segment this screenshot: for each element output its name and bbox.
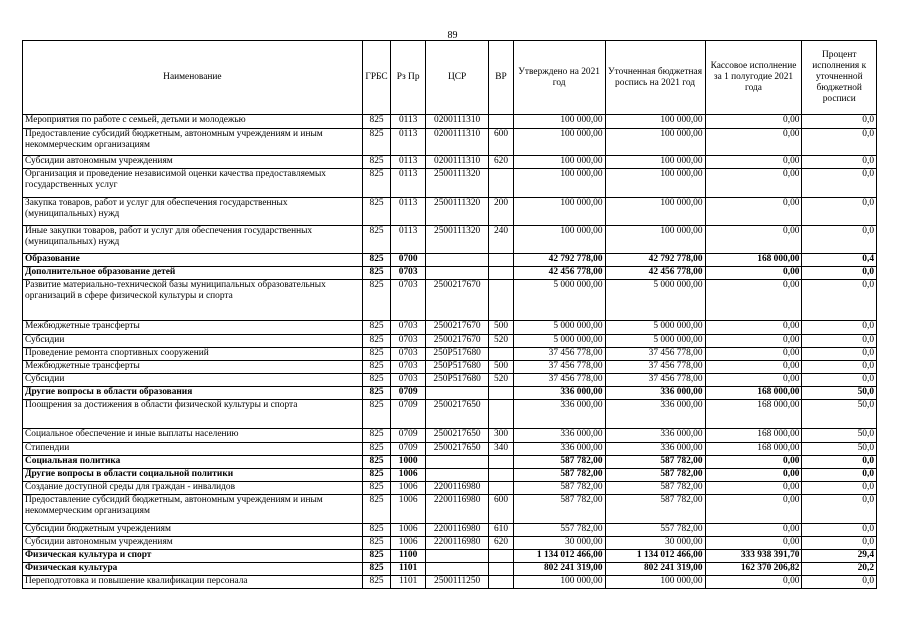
cell-vr bbox=[489, 400, 513, 429]
cell-vr bbox=[489, 482, 513, 495]
cell-refined: 802 241 319,00 bbox=[605, 563, 705, 576]
cell-approved: 587 782,00 bbox=[513, 495, 605, 524]
cell-name: Межбюджетные трансферты bbox=[23, 321, 363, 335]
cell-refined: 100 000,00 bbox=[605, 226, 705, 254]
cell-name: Проведение ремонта спортивных сооружений bbox=[23, 348, 363, 361]
cell-rzpr: 0113 bbox=[391, 156, 426, 169]
cell-refined: 336 000,00 bbox=[605, 429, 705, 443]
cell-vr: 340 bbox=[489, 443, 513, 456]
cell-refined: 100 000,00 bbox=[605, 169, 705, 198]
cell-approved: 42 456 778,00 bbox=[513, 267, 605, 280]
cell-rzpr: 0703 bbox=[391, 267, 426, 280]
cell-grbs: 825 bbox=[362, 198, 391, 226]
cell-percent: 0,0 bbox=[802, 537, 877, 550]
cell-name: Развитие материально-технической базы муниципальных образовательных организаций в сфере физической культуры и спорта bbox=[23, 280, 363, 321]
cell-approved: 100 000,00 bbox=[513, 198, 605, 226]
cell-grbs: 825 bbox=[362, 361, 391, 374]
cell-refined: 5 000 000,00 bbox=[605, 335, 705, 348]
cell-percent: 29,4 bbox=[802, 550, 877, 563]
cell-percent: 0,4 bbox=[802, 254, 877, 267]
cell-csr bbox=[426, 563, 489, 576]
cell-vr: 500 bbox=[489, 361, 513, 374]
cell-csr: 2500217670 bbox=[426, 280, 489, 321]
cell-approved: 100 000,00 bbox=[513, 226, 605, 254]
cell-approved: 802 241 319,00 bbox=[513, 563, 605, 576]
table-row bbox=[23, 280, 877, 321]
cell-csr bbox=[426, 550, 489, 563]
cell-grbs: 825 bbox=[362, 387, 391, 400]
cell-rzpr: 0700 bbox=[391, 254, 426, 267]
cell-approved: 37 456 778,00 bbox=[513, 374, 605, 387]
cell-refined: 30 000,00 bbox=[605, 537, 705, 550]
cell-vr bbox=[489, 169, 513, 198]
cell-refined: 5 000 000,00 bbox=[605, 321, 705, 335]
cell-csr: 2200116980 bbox=[426, 495, 489, 524]
cell-refined: 42 456 778,00 bbox=[605, 267, 705, 280]
cell-rzpr: 0709 bbox=[391, 387, 426, 400]
cell-refined: 1 134 012 466,00 bbox=[605, 550, 705, 563]
cell-vr bbox=[489, 348, 513, 361]
cell-grbs: 825 bbox=[362, 443, 391, 456]
table-row bbox=[23, 335, 877, 348]
cell-cash: 0,00 bbox=[705, 361, 802, 374]
cell-cash: 0,00 bbox=[705, 226, 802, 254]
cell-grbs: 825 bbox=[362, 537, 391, 550]
cell-cash: 0,00 bbox=[705, 198, 802, 226]
cell-vr bbox=[489, 563, 513, 576]
cell-approved: 587 782,00 bbox=[513, 482, 605, 495]
cell-csr: 2500111320 bbox=[426, 169, 489, 198]
table-row bbox=[23, 254, 877, 267]
cell-vr bbox=[489, 550, 513, 563]
table-header-row bbox=[23, 41, 877, 115]
cell-cash: 168 000,00 bbox=[705, 443, 802, 456]
cell-cash: 168 000,00 bbox=[705, 387, 802, 400]
cell-cash: 0,00 bbox=[705, 115, 802, 129]
cell-csr: 0200111310 bbox=[426, 129, 489, 156]
cell-name: Социальное обеспечение и иные выплаты населению bbox=[23, 429, 363, 443]
cell-csr: 2500217650 bbox=[426, 443, 489, 456]
cell-vr bbox=[489, 280, 513, 321]
cell-cash: 0,00 bbox=[705, 129, 802, 156]
cell-approved: 37 456 778,00 bbox=[513, 361, 605, 374]
cell-grbs: 825 bbox=[362, 129, 391, 156]
cell-vr bbox=[489, 576, 513, 589]
cell-percent: 0,0 bbox=[802, 348, 877, 361]
cell-percent: 0,0 bbox=[802, 456, 877, 469]
table-row bbox=[23, 400, 877, 429]
cell-csr bbox=[426, 469, 489, 482]
cell-approved: 587 782,00 bbox=[513, 456, 605, 469]
cell-csr bbox=[426, 254, 489, 267]
cell-refined: 587 782,00 bbox=[605, 469, 705, 482]
cell-rzpr: 1101 bbox=[391, 563, 426, 576]
cell-approved: 100 000,00 bbox=[513, 115, 605, 129]
cell-csr: 2500217650 bbox=[426, 429, 489, 443]
cell-refined: 100 000,00 bbox=[605, 129, 705, 156]
cell-approved: 336 000,00 bbox=[513, 429, 605, 443]
cell-percent: 0,0 bbox=[802, 156, 877, 169]
cell-percent: 0,0 bbox=[802, 524, 877, 537]
header-csr: ЦСР bbox=[426, 41, 489, 115]
cell-refined: 37 456 778,00 bbox=[605, 374, 705, 387]
cell-cash: 0,00 bbox=[705, 495, 802, 524]
cell-approved: 42 792 778,00 bbox=[513, 254, 605, 267]
cell-vr: 620 bbox=[489, 537, 513, 550]
cell-grbs: 825 bbox=[362, 469, 391, 482]
table-row bbox=[23, 495, 877, 524]
budget-execution-table bbox=[22, 40, 877, 589]
cell-approved: 336 000,00 bbox=[513, 443, 605, 456]
cell-rzpr: 1006 bbox=[391, 469, 426, 482]
cell-rzpr: 1100 bbox=[391, 550, 426, 563]
cell-cash: 0,00 bbox=[705, 169, 802, 198]
cell-grbs: 825 bbox=[362, 226, 391, 254]
cell-percent: 0,0 bbox=[802, 226, 877, 254]
header-percent: Процент исполнения к уточненной бюджетной росписи bbox=[802, 41, 877, 115]
cell-name: Закупка товаров, работ и услуг для обеспечения государственных (муниципальных) нужд bbox=[23, 198, 363, 226]
table-row bbox=[23, 563, 877, 576]
table-row bbox=[23, 361, 877, 374]
header-cash: Кассовое исполнение за 1 полугодие 2021 года bbox=[705, 41, 802, 115]
cell-name: Создание доступной среды для граждан - инвалидов bbox=[23, 482, 363, 495]
cell-rzpr: 0709 bbox=[391, 429, 426, 443]
cell-refined: 5 000 000,00 bbox=[605, 280, 705, 321]
cell-approved: 37 456 778,00 bbox=[513, 348, 605, 361]
cell-grbs: 825 bbox=[362, 335, 391, 348]
cell-rzpr: 0703 bbox=[391, 361, 426, 374]
cell-rzpr: 0709 bbox=[391, 443, 426, 456]
cell-approved: 5 000 000,00 bbox=[513, 335, 605, 348]
cell-name: Иные закупки товаров, работ и услуг для обеспечения государственных (муниципальных) нужд bbox=[23, 226, 363, 254]
cell-grbs: 825 bbox=[362, 156, 391, 169]
cell-cash: 0,00 bbox=[705, 335, 802, 348]
cell-approved: 100 000,00 bbox=[513, 129, 605, 156]
cell-cash: 0,00 bbox=[705, 469, 802, 482]
cell-rzpr: 0113 bbox=[391, 115, 426, 129]
cell-percent: 0,0 bbox=[802, 115, 877, 129]
cell-csr bbox=[426, 456, 489, 469]
cell-name: Поощрения за достижения в области физической культуры и спорта bbox=[23, 400, 363, 429]
cell-name: Межбюджетные трансферты bbox=[23, 361, 363, 374]
cell-name: Дополнительное образование детей bbox=[23, 267, 363, 280]
table-row bbox=[23, 524, 877, 537]
cell-csr: 2200116980 bbox=[426, 482, 489, 495]
cell-approved: 336 000,00 bbox=[513, 400, 605, 429]
cell-refined: 37 456 778,00 bbox=[605, 348, 705, 361]
cell-rzpr: 1101 bbox=[391, 576, 426, 589]
table-row bbox=[23, 226, 877, 254]
cell-cash: 0,00 bbox=[705, 348, 802, 361]
cell-grbs: 825 bbox=[362, 267, 391, 280]
cell-percent: 20,2 bbox=[802, 563, 877, 576]
cell-vr: 600 bbox=[489, 129, 513, 156]
cell-approved: 5 000 000,00 bbox=[513, 280, 605, 321]
cell-csr: 2500111320 bbox=[426, 226, 489, 254]
cell-cash: 0,00 bbox=[705, 267, 802, 280]
cell-rzpr: 0703 bbox=[391, 280, 426, 321]
cell-refined: 336 000,00 bbox=[605, 400, 705, 429]
cell-grbs: 825 bbox=[362, 576, 391, 589]
cell-approved: 557 782,00 bbox=[513, 524, 605, 537]
cell-cash: 168 000,00 bbox=[705, 400, 802, 429]
cell-cash: 162 370 206,82 bbox=[705, 563, 802, 576]
cell-cash: 0,00 bbox=[705, 456, 802, 469]
cell-refined: 100 000,00 bbox=[605, 198, 705, 226]
cell-cash: 168 000,00 bbox=[705, 254, 802, 267]
cell-percent: 0,0 bbox=[802, 374, 877, 387]
cell-csr: 2500217650 bbox=[426, 400, 489, 429]
cell-vr: 620 bbox=[489, 156, 513, 169]
cell-refined: 587 782,00 bbox=[605, 495, 705, 524]
cell-csr: 2500111250 bbox=[426, 576, 489, 589]
cell-vr bbox=[489, 267, 513, 280]
cell-name: Физическая культура и спорт bbox=[23, 550, 363, 563]
cell-vr bbox=[489, 254, 513, 267]
cell-vr: 500 bbox=[489, 321, 513, 335]
cell-rzpr: 0709 bbox=[391, 400, 426, 429]
cell-rzpr: 1006 bbox=[391, 482, 426, 495]
cell-vr: 240 bbox=[489, 226, 513, 254]
cell-name: Стипендии bbox=[23, 443, 363, 456]
cell-name: Переподготовка и повышение квалификации персонала bbox=[23, 576, 363, 589]
header-approved: Утверждено на 2021 год bbox=[513, 41, 605, 115]
table-row bbox=[23, 115, 877, 129]
cell-grbs: 825 bbox=[362, 115, 391, 129]
header-vr: ВР bbox=[489, 41, 513, 115]
cell-csr: 0200111310 bbox=[426, 156, 489, 169]
cell-refined: 100 000,00 bbox=[605, 576, 705, 589]
cell-csr: 2500217670 bbox=[426, 321, 489, 335]
cell-rzpr: 0703 bbox=[391, 374, 426, 387]
cell-name: Предоставление субсидий бюджетным, автономным учреждениям и иным некоммерческим организациям bbox=[23, 129, 363, 156]
table-row bbox=[23, 429, 877, 443]
table-row bbox=[23, 321, 877, 335]
cell-cash: 0,00 bbox=[705, 374, 802, 387]
cell-name: Субсидии bbox=[23, 374, 363, 387]
cell-vr: 520 bbox=[489, 374, 513, 387]
table-row bbox=[23, 374, 877, 387]
cell-percent: 0,0 bbox=[802, 198, 877, 226]
cell-csr: 2200116980 bbox=[426, 537, 489, 550]
header-refined: Уточненная бюджетная роспись на 2021 год bbox=[605, 41, 705, 115]
cell-percent: 0,0 bbox=[802, 361, 877, 374]
cell-percent: 50,0 bbox=[802, 387, 877, 400]
cell-percent: 50,0 bbox=[802, 400, 877, 429]
cell-grbs: 825 bbox=[362, 374, 391, 387]
cell-rzpr: 1006 bbox=[391, 537, 426, 550]
cell-grbs: 825 bbox=[362, 429, 391, 443]
cell-refined: 336 000,00 bbox=[605, 443, 705, 456]
cell-name: Субсидии автономным учреждениям bbox=[23, 156, 363, 169]
cell-csr: 2200116980 bbox=[426, 524, 489, 537]
cell-grbs: 825 bbox=[362, 456, 391, 469]
cell-name: Образование bbox=[23, 254, 363, 267]
cell-cash: 0,00 bbox=[705, 156, 802, 169]
header-rzpr: Рз Пр bbox=[391, 41, 426, 115]
cell-approved: 587 782,00 bbox=[513, 469, 605, 482]
table-row bbox=[23, 576, 877, 589]
page-number: 89 bbox=[447, 30, 458, 41]
cell-refined: 557 782,00 bbox=[605, 524, 705, 537]
cell-name: Социальная политика bbox=[23, 456, 363, 469]
cell-percent: 50,0 bbox=[802, 443, 877, 456]
cell-grbs: 825 bbox=[362, 550, 391, 563]
cell-refined: 587 782,00 bbox=[605, 456, 705, 469]
cell-vr: 600 bbox=[489, 495, 513, 524]
cell-approved: 100 000,00 bbox=[513, 169, 605, 198]
table-row bbox=[23, 443, 877, 456]
header-grbs: ГРБС bbox=[362, 41, 391, 115]
cell-grbs: 825 bbox=[362, 495, 391, 524]
cell-grbs: 825 bbox=[362, 482, 391, 495]
cell-name: Субсидии bbox=[23, 335, 363, 348]
cell-cash: 0,00 bbox=[705, 280, 802, 321]
table-row bbox=[23, 348, 877, 361]
cell-vr: 610 bbox=[489, 524, 513, 537]
table-row bbox=[23, 550, 877, 563]
cell-rzpr: 0703 bbox=[391, 321, 426, 335]
table-row bbox=[23, 169, 877, 198]
table-row bbox=[23, 387, 877, 400]
cell-cash: 0,00 bbox=[705, 537, 802, 550]
cell-percent: 0,0 bbox=[802, 495, 877, 524]
cell-name: Предоставление субсидий бюджетным, автономным учреждениям и иным некоммерческим организациям bbox=[23, 495, 363, 524]
table-row bbox=[23, 456, 877, 469]
cell-grbs: 825 bbox=[362, 321, 391, 335]
cell-refined: 37 456 778,00 bbox=[605, 361, 705, 374]
cell-grbs: 825 bbox=[362, 400, 391, 429]
cell-percent: 0,0 bbox=[802, 267, 877, 280]
cell-rzpr: 0113 bbox=[391, 129, 426, 156]
cell-csr bbox=[426, 267, 489, 280]
cell-approved: 100 000,00 bbox=[513, 576, 605, 589]
cell-name: Субсидии бюджетным учреждениям bbox=[23, 524, 363, 537]
cell-rzpr: 1000 bbox=[391, 456, 426, 469]
header-name: Наименование bbox=[23, 41, 363, 115]
cell-percent: 50,0 bbox=[802, 429, 877, 443]
cell-grbs: 825 bbox=[362, 563, 391, 576]
cell-cash: 168 000,00 bbox=[705, 429, 802, 443]
cell-vr bbox=[489, 115, 513, 129]
cell-rzpr: 0113 bbox=[391, 198, 426, 226]
cell-percent: 0,0 bbox=[802, 335, 877, 348]
cell-name: Мероприятия по работе с семьей, детьми и молодежью bbox=[23, 115, 363, 129]
cell-approved: 1 134 012 466,00 bbox=[513, 550, 605, 563]
cell-csr bbox=[426, 387, 489, 400]
cell-cash: 0,00 bbox=[705, 482, 802, 495]
cell-name: Субсидии автономным учреждениям bbox=[23, 537, 363, 550]
cell-rzpr: 0113 bbox=[391, 226, 426, 254]
table-row bbox=[23, 156, 877, 169]
cell-cash: 0,00 bbox=[705, 524, 802, 537]
cell-csr: 2500217670 bbox=[426, 335, 489, 348]
cell-rzpr: 1006 bbox=[391, 495, 426, 524]
cell-percent: 0,0 bbox=[802, 280, 877, 321]
cell-percent: 0,0 bbox=[802, 321, 877, 335]
cell-refined: 100 000,00 bbox=[605, 156, 705, 169]
cell-percent: 0,0 bbox=[802, 469, 877, 482]
cell-vr bbox=[489, 469, 513, 482]
cell-refined: 42 792 778,00 bbox=[605, 254, 705, 267]
cell-cash: 333 938 391,70 bbox=[705, 550, 802, 563]
cell-cash: 0,00 bbox=[705, 321, 802, 335]
cell-rzpr: 1006 bbox=[391, 524, 426, 537]
cell-approved: 30 000,00 bbox=[513, 537, 605, 550]
cell-percent: 0,0 bbox=[802, 129, 877, 156]
table-row bbox=[23, 129, 877, 156]
table-row bbox=[23, 469, 877, 482]
cell-percent: 0,0 bbox=[802, 576, 877, 589]
cell-grbs: 825 bbox=[362, 169, 391, 198]
table-row bbox=[23, 482, 877, 495]
cell-cash: 0,00 bbox=[705, 576, 802, 589]
cell-vr: 200 bbox=[489, 198, 513, 226]
cell-csr: 250P517680 bbox=[426, 348, 489, 361]
cell-vr: 300 bbox=[489, 429, 513, 443]
cell-name: Организация и проведение независимой оценки качества предоставляемых государственных услуг bbox=[23, 169, 363, 198]
cell-csr: 250P517680 bbox=[426, 374, 489, 387]
cell-csr: 250P517680 bbox=[426, 361, 489, 374]
cell-name: Физическая культура bbox=[23, 563, 363, 576]
cell-refined: 336 000,00 bbox=[605, 387, 705, 400]
table-row bbox=[23, 198, 877, 226]
cell-grbs: 825 bbox=[362, 254, 391, 267]
table-row bbox=[23, 267, 877, 280]
cell-percent: 0,0 bbox=[802, 482, 877, 495]
cell-refined: 100 000,00 bbox=[605, 115, 705, 129]
table-row bbox=[23, 537, 877, 550]
cell-approved: 336 000,00 bbox=[513, 387, 605, 400]
cell-vr: 520 bbox=[489, 335, 513, 348]
cell-csr: 2500111320 bbox=[426, 198, 489, 226]
cell-rzpr: 0113 bbox=[391, 169, 426, 198]
cell-percent: 0,0 bbox=[802, 169, 877, 198]
cell-grbs: 825 bbox=[362, 280, 391, 321]
cell-name: Другие вопросы в области образования bbox=[23, 387, 363, 400]
cell-refined: 587 782,00 bbox=[605, 482, 705, 495]
table-body bbox=[23, 115, 877, 589]
cell-grbs: 825 bbox=[362, 524, 391, 537]
cell-name: Другие вопросы в области социальной политики bbox=[23, 469, 363, 482]
cell-vr bbox=[489, 456, 513, 469]
cell-approved: 100 000,00 bbox=[513, 156, 605, 169]
cell-rzpr: 0703 bbox=[391, 348, 426, 361]
cell-grbs: 825 bbox=[362, 348, 391, 361]
cell-approved: 5 000 000,00 bbox=[513, 321, 605, 335]
cell-rzpr: 0703 bbox=[391, 335, 426, 348]
cell-csr: 0200111310 bbox=[426, 115, 489, 129]
cell-vr bbox=[489, 387, 513, 400]
